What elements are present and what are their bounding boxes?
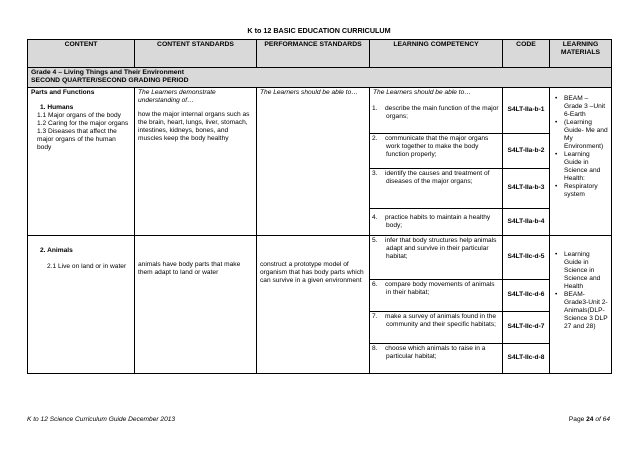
header-performance-standards: PERFORMANCE STANDARDS bbox=[257, 40, 370, 68]
lc-intro: The Learners should be able to… bbox=[373, 88, 471, 96]
material-item: • Respiratory system bbox=[555, 182, 598, 198]
competency-cell bbox=[370, 235, 503, 279]
competency-cell bbox=[370, 168, 503, 208]
competency-cell bbox=[370, 133, 503, 168]
ps-text: construct a prototype model of organism that has body parts which can survive in a given environment bbox=[260, 260, 364, 284]
content-cell-humans bbox=[28, 87, 135, 235]
content-heading: Parts and Functions bbox=[31, 88, 95, 96]
competency-number: 5. bbox=[372, 236, 378, 244]
content-sub-item: 1.2 Caring for the major organs bbox=[37, 119, 129, 127]
competency-number: 7. bbox=[372, 312, 378, 320]
page-title: K to 12 BASIC EDUCATION CURRICULUM bbox=[247, 26, 391, 35]
table-row bbox=[28, 87, 612, 133]
competency-text: identify the causes and treatment of diseases of the major organs; bbox=[385, 169, 490, 185]
competency-text: communicate that the major organs work together to make the body function properly; bbox=[385, 134, 489, 158]
materials-cell-humans bbox=[550, 87, 612, 235]
table-header-row bbox=[28, 40, 612, 68]
content-sub-item: 1.3 Diseases that affect the major organs of the human body bbox=[37, 127, 117, 151]
code-cell: S4LT-IIc-d-5 bbox=[503, 235, 550, 279]
cs-text: animals have body parts that make them adapt to land or water bbox=[138, 260, 241, 276]
section-label bbox=[28, 68, 612, 88]
competency-text: compare body movements of animals in their habitat; bbox=[385, 280, 495, 296]
competency-cell bbox=[370, 208, 503, 235]
content-sub-item: 2.1 Live on land or in water bbox=[47, 262, 127, 270]
footer-document-title: K to 12 Science Curriculum Guide December 2013 bbox=[27, 416, 176, 423]
page-current: 24 bbox=[586, 416, 594, 423]
competency-text: choose which animals to raise in a particular habitat; bbox=[385, 344, 486, 360]
competency-number: 4. bbox=[372, 213, 378, 221]
material-item: • Learning Guide in Science and Health: bbox=[555, 150, 601, 182]
competency-text: make a survey of animals found in the community and their specific habitats; bbox=[385, 312, 497, 328]
ps-intro: The Learners should be able to… bbox=[260, 88, 358, 96]
header-content-standards: CONTENT STANDARDS bbox=[135, 40, 257, 68]
header-code: CODE bbox=[503, 40, 550, 68]
competency-number: 1. bbox=[372, 104, 378, 112]
content-item: 1. Humans bbox=[40, 103, 74, 111]
code-cell: S4LT-IIa-b-2 bbox=[503, 133, 550, 168]
material-item: • BEAM-Grade3-Unit 2-Animals(DLP-Science 3 DLP 27 and 28) bbox=[555, 290, 608, 330]
material-item: • BEAM – Grade 3 –Unit 6-Earth bbox=[555, 94, 606, 118]
competency-number: 2. bbox=[372, 134, 378, 142]
content-item: 2. Animals bbox=[40, 246, 73, 254]
code-cell: S4LT-IIa-b-3 bbox=[503, 168, 550, 208]
content-cell-animals bbox=[28, 235, 135, 373]
section-grade: Grade 4 – Living Things and Their Environment bbox=[31, 69, 184, 76]
code-cell: S4LT-IIa-b-1 bbox=[503, 87, 550, 133]
code-cell: S4LT-IIc-d-8 bbox=[503, 343, 550, 373]
material-item: • (Learning Guide- Me and My Environment) bbox=[555, 118, 608, 150]
competency-text: infer that body structures help animals adapt and survive in their particular habitat; bbox=[385, 236, 497, 260]
performance-standards-cell-humans bbox=[257, 87, 370, 235]
footer-page-number bbox=[569, 416, 610, 423]
table-row bbox=[28, 235, 612, 279]
performance-standards-cell-animals bbox=[257, 235, 370, 373]
header-learning-materials: LEARNING MATERIALS bbox=[550, 40, 612, 68]
competency-text: describe the main function of the major organs; bbox=[385, 104, 499, 120]
competency-cell bbox=[370, 311, 503, 343]
page-label: Page bbox=[568, 416, 585, 423]
header-learning-competency: LEARNING COMPETENCY bbox=[370, 40, 503, 68]
cs-intro: The Learners demonstrate understanding of… bbox=[138, 88, 216, 104]
page-total: of 64 bbox=[595, 416, 610, 423]
content-standards-cell-humans bbox=[135, 87, 257, 235]
competency-number: 3. bbox=[372, 169, 378, 177]
competency-text: practice habits to maintain a healthy body; bbox=[385, 213, 491, 229]
content-sub-item: 1.1 Major organs of the body bbox=[37, 111, 121, 119]
competency-cell bbox=[370, 87, 503, 133]
section-row bbox=[28, 68, 612, 88]
code-cell: S4LT-IIa-b-4 bbox=[503, 208, 550, 235]
materials-cell-animals bbox=[550, 235, 612, 373]
competency-cell bbox=[370, 343, 503, 373]
competency-number: 8. bbox=[372, 344, 378, 352]
curriculum-table bbox=[27, 39, 612, 374]
content-standards-cell-animals bbox=[135, 235, 257, 373]
competency-number: 6. bbox=[372, 280, 378, 288]
competency-cell bbox=[370, 279, 503, 311]
section-period: SECOND QUARTER/SECOND GRADING PERIOD bbox=[31, 77, 189, 85]
cs-text: how the major internal organs such as the brain, heart, lungs, liver, stomach, intestines, kidneys, bones, and muscles keep the body healthy bbox=[138, 110, 250, 142]
code-cell: S4LT-IIc-d-7 bbox=[503, 311, 550, 343]
header-content: CONTENT bbox=[28, 40, 135, 68]
code-cell: S4LT-IIc-d-6 bbox=[503, 279, 550, 311]
material-item: • Learning Guide in Science in Science and Health bbox=[555, 250, 601, 290]
